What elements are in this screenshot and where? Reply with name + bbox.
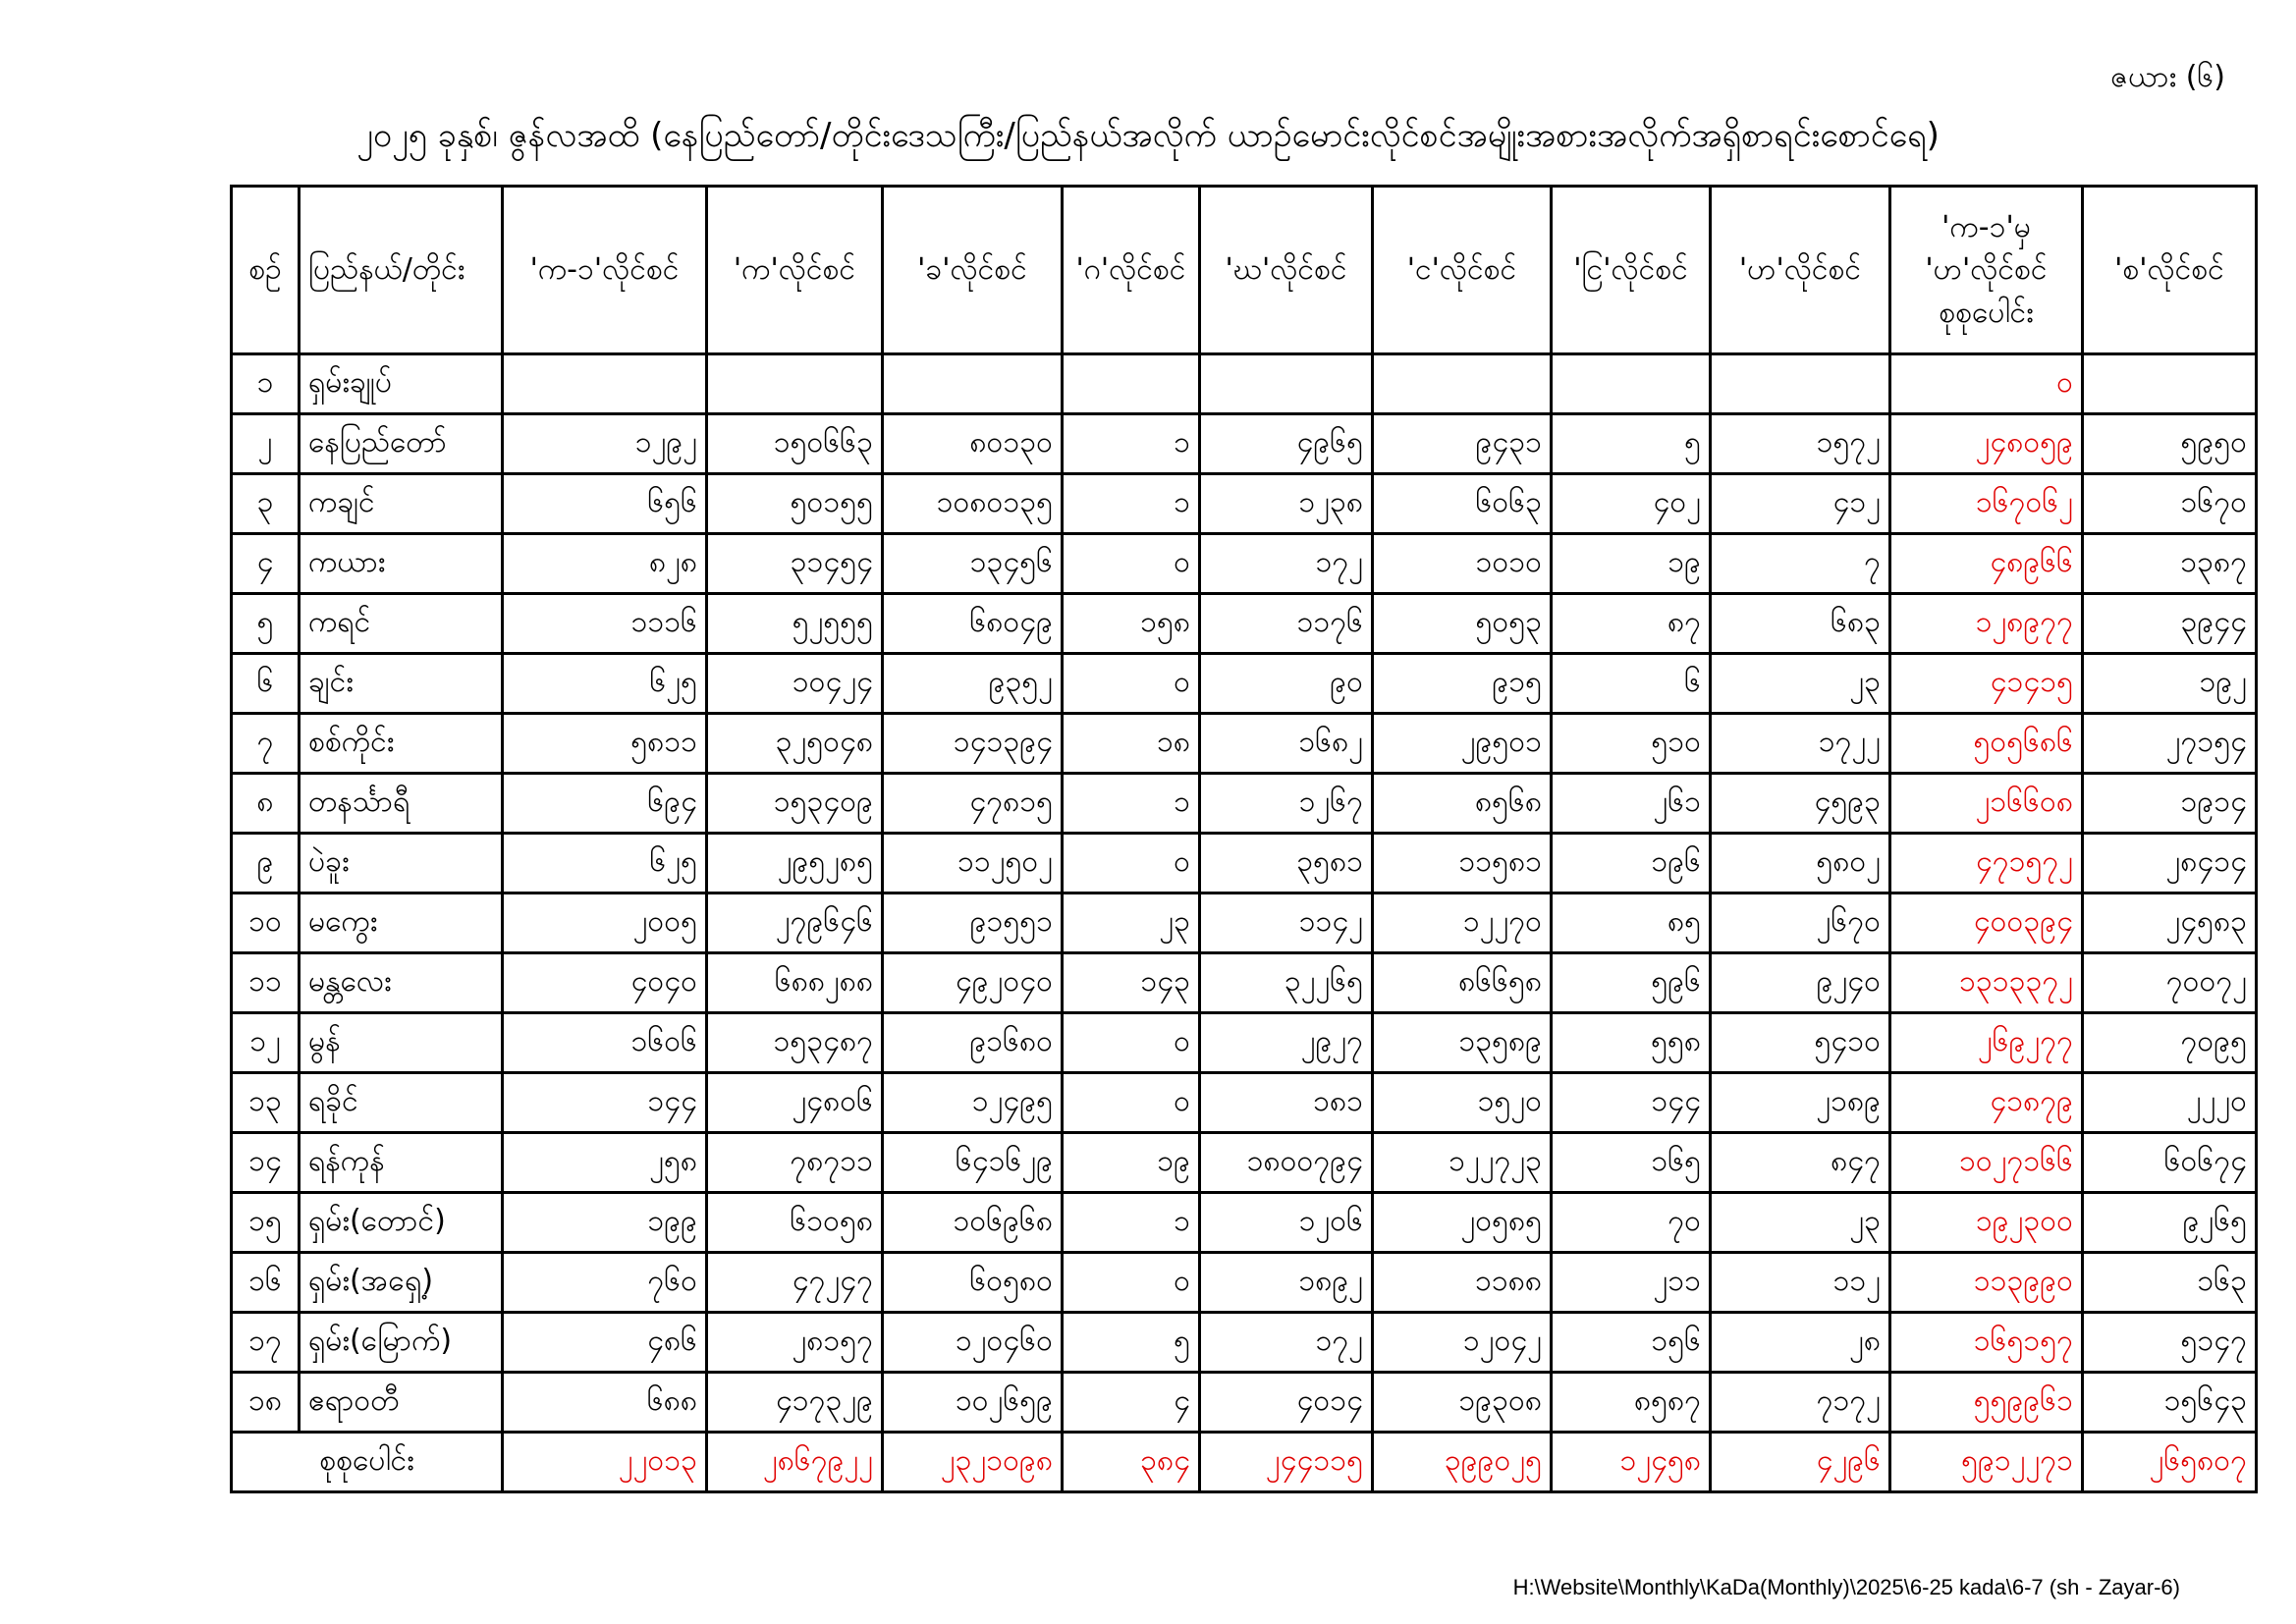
cell-ka1: ၆၈၈ — [503, 1373, 707, 1433]
total-sa: ၂၆၅၈၀၇ — [2083, 1433, 2257, 1492]
cell-gha: ၄၉၆၅ — [1200, 414, 1373, 474]
cell-ha: ၁၁၂ — [1711, 1253, 1890, 1313]
cell-sa: ၇၀၀၇၂ — [2083, 953, 2257, 1013]
cell-ga: ၀ — [1063, 1073, 1200, 1133]
cell-ga: ၁၉ — [1063, 1133, 1200, 1193]
cell-ka: ၂၇၉၆၄၆ — [707, 893, 883, 953]
cell-ka1: ၄၈၆ — [503, 1313, 707, 1373]
cell-total: ၅၀၅၆၈၆ — [1890, 714, 2083, 774]
cell-kha: ၄၇၈၁၅ — [883, 774, 1063, 834]
cell-total: ၄၁၄၁၅ — [1890, 654, 2083, 714]
cell-nga: ၁၁၈၈ — [1373, 1253, 1552, 1313]
cell-region: ပဲခူး — [300, 834, 503, 893]
cell-region: ဧရာဝတီ — [300, 1373, 503, 1433]
cell-ka1: ၂၅၈ — [503, 1133, 707, 1193]
cell-gha: ၁၂၃၈ — [1200, 474, 1373, 534]
cell-region: ရှမ်း(အရှေ့) — [300, 1253, 503, 1313]
cell-ka: ၂၄၈၀၆ — [707, 1073, 883, 1133]
cell-nga2 — [1552, 354, 1711, 414]
cell-sa: ၅၉၅၀ — [2083, 414, 2257, 474]
table-row — [232, 1193, 2257, 1253]
cell-nga: ၂၀၅၈၅ — [1373, 1193, 1552, 1253]
cell-ga: ၀ — [1063, 654, 1200, 714]
cell-ga: ၀ — [1063, 534, 1200, 594]
cell-ka1: ၈၂၈ — [503, 534, 707, 594]
cell-ga: ၀ — [1063, 1013, 1200, 1073]
cell-region: မွန် — [300, 1013, 503, 1073]
cell-ka: ၃၂၅၀၄၈ — [707, 714, 883, 774]
column-header-ha: 'ဟ'လိုင်စင် — [1711, 187, 1890, 354]
cell-region: ကရင် — [300, 594, 503, 654]
cell-ga: ၄ — [1063, 1373, 1200, 1433]
cell-sa: ၁၅၆၄၃ — [2083, 1373, 2257, 1433]
cell-gha: ၁၁၇၆ — [1200, 594, 1373, 654]
cell-ga: ၅ — [1063, 1313, 1200, 1373]
cell-total: ၁၁၃၉၉၀ — [1890, 1253, 2083, 1313]
cell-ka: ၅၀၁၅၅ — [707, 474, 883, 534]
table-header — [232, 187, 2257, 354]
cell-ka1: ၁၁၁၆ — [503, 594, 707, 654]
table-row — [232, 1313, 2257, 1373]
cell-total: ၂၆၉၂၇၇ — [1890, 1013, 2083, 1073]
cell-nga2: ၅၉၆ — [1552, 953, 1711, 1013]
cell-no: ၁၇ — [232, 1313, 300, 1373]
cell-no: ၆ — [232, 654, 300, 714]
cell-kha: ၉၁၅၅၁ — [883, 893, 1063, 953]
total-all: ၅၉၁၂၂၇၁ — [1890, 1433, 2083, 1492]
page-title: ၂၀၂၅ ခုနှစ်၊ ဇွန်လအထိ (နေပြည်တော်/တိုင်းဒေသကြီး/ပြည်နယ်အလိုက် ယာဉ်မောင်းလိုင်စင်အမျိုးအစားအလိုက်အရှိစာရင်းစောင်ရေ) — [356, 116, 1940, 155]
cell-ka1: ၁၆၀၆ — [503, 1013, 707, 1073]
cell-ka: ၁၅၀၆၆၃ — [707, 414, 883, 474]
cell-total: ၁၉၂၃၀၀ — [1890, 1193, 2083, 1253]
cell-gha — [1200, 354, 1373, 414]
cell-nga: ၁၁၅၈၁ — [1373, 834, 1552, 893]
cell-total: ၁၃၁၃၃၇၂ — [1890, 953, 2083, 1013]
cell-region: ရန်ကုန် — [300, 1133, 503, 1193]
table-row — [232, 654, 2257, 714]
cell-gha: ၁၇၂ — [1200, 1313, 1373, 1373]
cell-no: ၁၄ — [232, 1133, 300, 1193]
cell-nga: ၁၂၀၄၂ — [1373, 1313, 1552, 1373]
cell-ha: ၅၈၀၂ — [1711, 834, 1890, 893]
cell-sa: ၁၆၇၀ — [2083, 474, 2257, 534]
cell-ka: ၁၅၃၄၀၉ — [707, 774, 883, 834]
total-ka: ၂၈၆၇၉၂၂ — [707, 1433, 883, 1492]
cell-nga2: ၇၀ — [1552, 1193, 1711, 1253]
cell-nga2: ၈၅၈၇ — [1552, 1373, 1711, 1433]
cell-nga: ၁၉၃၀၈ — [1373, 1373, 1552, 1433]
table-row — [232, 714, 2257, 774]
cell-no: ၁၂ — [232, 1013, 300, 1073]
total-ga: ၃၈၄ — [1063, 1433, 1200, 1492]
cell-ka: ၂၉၅၂၈၅ — [707, 834, 883, 893]
cell-ka: ၂၈၁၅၇ — [707, 1313, 883, 1373]
table-row — [232, 414, 2257, 474]
cell-sa: ၁၃၈၇ — [2083, 534, 2257, 594]
cell-gha: ၁၁၄၂ — [1200, 893, 1373, 953]
cell-sa: ၂၇၁၅၄ — [2083, 714, 2257, 774]
license-statistics-table — [230, 185, 2258, 1493]
cell-gha: ၃၅၈၁ — [1200, 834, 1373, 893]
cell-sa: ၂၄၅၈၃ — [2083, 893, 2257, 953]
column-header-kha: 'ခ'လိုင်စင် — [883, 187, 1063, 354]
cell-nga: ၁၅၂၀ — [1373, 1073, 1552, 1133]
cell-sa: ၁၉၁၄ — [2083, 774, 2257, 834]
cell-sa: ၂၂၂၀ — [2083, 1073, 2257, 1133]
cell-nga2: ၁၉ — [1552, 534, 1711, 594]
cell-sa: ၅၁၄၇ — [2083, 1313, 2257, 1373]
cell-ka: ၄၇၂၄၇ — [707, 1253, 883, 1313]
table-row — [232, 1253, 2257, 1313]
cell-ha: ၂၈ — [1711, 1313, 1890, 1373]
cell-ga: ၀ — [1063, 1253, 1200, 1313]
column-header-nga: 'င'လိုင်စင် — [1373, 187, 1552, 354]
cell-region: ရခိုင် — [300, 1073, 503, 1133]
cell-region: ကချင် — [300, 474, 503, 534]
cell-region: ကယား — [300, 534, 503, 594]
cell-total: ၁၆၅၁၅၇ — [1890, 1313, 2083, 1373]
cell-ka1: ၆၂၅ — [503, 834, 707, 893]
cell-ka1: ၁၉၉ — [503, 1193, 707, 1253]
cell-total: ၄၁၈၇၉ — [1890, 1073, 2083, 1133]
cell-kha: ၆၀၅၈၀ — [883, 1253, 1063, 1313]
column-header-sa: 'စ'လိုင်စင် — [2083, 187, 2257, 354]
cell-kha: ၁၀၈၀၁၃၅ — [883, 474, 1063, 534]
cell-ha: ၂၃ — [1711, 654, 1890, 714]
table-row — [232, 893, 2257, 953]
cell-ga: ၂၃ — [1063, 893, 1200, 953]
total-kha: ၂၃၂၁၀၉၈ — [883, 1433, 1063, 1492]
cell-nga2: ၄၀၂ — [1552, 474, 1711, 534]
table-row — [232, 1133, 2257, 1193]
column-header-total: 'က-၁'မှ 'ဟ'လိုင်စင် စုစုပေါင်း — [1890, 187, 2083, 354]
cell-ga: ၁၅၈ — [1063, 594, 1200, 654]
total-gha: ၂၄၄၁၁၅ — [1200, 1433, 1373, 1492]
table-row — [232, 1073, 2257, 1133]
table-number-label: ဇယား (၆) — [2110, 60, 2225, 94]
cell-ha: ၂၃ — [1711, 1193, 1890, 1253]
cell-total: ၅၅၉၉၆၁ — [1890, 1373, 2083, 1433]
total-nga2: ၁၂၄၅၈ — [1552, 1433, 1711, 1492]
table-row — [232, 354, 2257, 414]
cell-ka: ၁၅၃၄၈၇ — [707, 1013, 883, 1073]
cell-ka1: ၂၀၀၅ — [503, 893, 707, 953]
cell-ga: ၀ — [1063, 834, 1200, 893]
cell-no: ၁၅ — [232, 1193, 300, 1253]
cell-nga: ၁၂၂၇၂၃ — [1373, 1133, 1552, 1193]
cell-total: ၁၆၇၀၆၂ — [1890, 474, 2083, 534]
cell-ka: ၃၁၄၅၄ — [707, 534, 883, 594]
cell-nga: ၁၀၁၀ — [1373, 534, 1552, 594]
cell-ga: ၁ — [1063, 1193, 1200, 1253]
cell-no: ၁၃ — [232, 1073, 300, 1133]
table-row — [232, 594, 2257, 654]
cell-gha: ၁၂၀၆ — [1200, 1193, 1373, 1253]
cell-sa: ၁၉၂ — [2083, 654, 2257, 714]
column-header-no: စဉ် — [232, 187, 300, 354]
cell-no: ၁၁ — [232, 953, 300, 1013]
cell-nga2: ၂၆၁ — [1552, 774, 1711, 834]
cell-ka1: ၇၆၀ — [503, 1253, 707, 1313]
cell-nga: ၂၉၅၀၁ — [1373, 714, 1552, 774]
table-row — [232, 474, 2257, 534]
cell-no: ၁၆ — [232, 1253, 300, 1313]
cell-ka: ၅၂၅၅၅ — [707, 594, 883, 654]
total-nga: ၃၉၉၀၂၅ — [1373, 1433, 1552, 1492]
cell-ka1: ၆၂၅ — [503, 654, 707, 714]
cell-ha: ၁၅၇၂ — [1711, 414, 1890, 474]
cell-nga2: ၁၅၆ — [1552, 1313, 1711, 1373]
cell-ka1: ၁၂၉၂ — [503, 414, 707, 474]
cell-ka1 — [503, 354, 707, 414]
cell-ka: ၁၀၄၂၄ — [707, 654, 883, 714]
cell-ha: ၅၄၁၀ — [1711, 1013, 1890, 1073]
cell-no: ၁၀ — [232, 893, 300, 953]
cell-gha: ၁၆၈၂ — [1200, 714, 1373, 774]
cell-kha: ၁၃၄၅၆ — [883, 534, 1063, 594]
table-footer — [232, 1433, 2257, 1492]
file-path-footer: H:\Website\Monthly\KaDa(Monthly)\2025\6-25 kada\6-7 (sh - Zayar-6) — [1512, 1575, 2180, 1599]
cell-gha: ၃၂၂၆၅ — [1200, 953, 1373, 1013]
cell-ha: ၂၁၈၉ — [1711, 1073, 1890, 1133]
cell-ka1: ၁၄၄ — [503, 1073, 707, 1133]
cell-ha: ၆၈၃ — [1711, 594, 1890, 654]
cell-nga: ၆၀၆၃ — [1373, 474, 1552, 534]
cell-ha — [1711, 354, 1890, 414]
column-header-gha: 'ဃ'လိုင်စင် — [1200, 187, 1373, 354]
cell-no: ၃ — [232, 474, 300, 534]
total-ka1: ၂၂၀၁၃ — [503, 1433, 707, 1492]
cell-total: ၄၀၀၃၉၄ — [1890, 893, 2083, 953]
cell-ga: ၁ — [1063, 414, 1200, 474]
total-ha: ၄၂၉၆ — [1711, 1433, 1890, 1492]
cell-kha: ၁၀၂၆၅၉ — [883, 1373, 1063, 1433]
cell-kha: ၈၀၁၃၀ — [883, 414, 1063, 474]
cell-region: တနင်္သာရီ — [300, 774, 503, 834]
cell-nga: ၈၆၆၅၈ — [1373, 953, 1552, 1013]
cell-gha: ၄၀၁၄ — [1200, 1373, 1373, 1433]
cell-region: မကွေး — [300, 893, 503, 953]
cell-sa: ၃၉၄၄ — [2083, 594, 2257, 654]
cell-ga — [1063, 354, 1200, 414]
cell-gha: ၁၇၂ — [1200, 534, 1373, 594]
cell-nga2: ၁၆၅ — [1552, 1133, 1711, 1193]
table-row — [232, 1373, 2257, 1433]
cell-nga2: ၂၁၁ — [1552, 1253, 1711, 1313]
cell-kha: ၁၁၂၅၀၂ — [883, 834, 1063, 893]
cell-total: ၀ — [1890, 354, 2083, 414]
cell-ga: ၁၄၃ — [1063, 953, 1200, 1013]
cell-ka1: ၄၀၄၀ — [503, 953, 707, 1013]
cell-ha: ၇ — [1711, 534, 1890, 594]
table-row — [232, 534, 2257, 594]
totals-label: စုစုပေါင်း — [232, 1433, 503, 1492]
cell-ha: ၉၂၄၀ — [1711, 953, 1890, 1013]
table-body — [232, 354, 2257, 1433]
cell-ha: ၄၁၂ — [1711, 474, 1890, 534]
cell-total: ၁၂၈၉၇၇ — [1890, 594, 2083, 654]
cell-total: ၂၁၆၆၀၈ — [1890, 774, 2083, 834]
cell-no: ၇ — [232, 714, 300, 774]
cell-kha: ၁၂၄၉၅ — [883, 1073, 1063, 1133]
cell-kha: ၆၄၁၆၂၉ — [883, 1133, 1063, 1193]
cell-kha: ၉၃၅၂ — [883, 654, 1063, 714]
table-row — [232, 953, 2257, 1013]
cell-sa: ၇၀၉၅ — [2083, 1013, 2257, 1073]
cell-no: ၉ — [232, 834, 300, 893]
cell-no: ၄ — [232, 534, 300, 594]
cell-nga — [1373, 354, 1552, 414]
cell-ha: ၁၇၂၂ — [1711, 714, 1890, 774]
cell-ka: ၇၈၇၁၁ — [707, 1133, 883, 1193]
cell-kha: ၄၉၂၀၄၀ — [883, 953, 1063, 1013]
column-header-ka: 'က'လိုင်စင် — [707, 187, 883, 354]
column-header-region: ပြည်နယ်/တိုင်း — [300, 187, 503, 354]
cell-gha: ၁၈၁ — [1200, 1073, 1373, 1133]
cell-gha: ၁၈၀၀၇၉၄ — [1200, 1133, 1373, 1193]
cell-region: နေပြည်တော် — [300, 414, 503, 474]
cell-total: ၂၄၈၀၅၉ — [1890, 414, 2083, 474]
cell-kha: ၉၁၆၈၀ — [883, 1013, 1063, 1073]
cell-nga: ၅၀၅၃ — [1373, 594, 1552, 654]
cell-nga2: ၈၇ — [1552, 594, 1711, 654]
cell-nga2: ၅ — [1552, 414, 1711, 474]
cell-ka: ၆၈၈၂၈၈ — [707, 953, 883, 1013]
cell-ka1: ၆၉၄ — [503, 774, 707, 834]
cell-sa — [2083, 354, 2257, 414]
cell-region: ရှမ်း(မြောက်) — [300, 1313, 503, 1373]
cell-nga: ၉၄၃၁ — [1373, 414, 1552, 474]
cell-nga2: ၅၅၈ — [1552, 1013, 1711, 1073]
cell-gha: ၂၉၂၇ — [1200, 1013, 1373, 1073]
cell-total: ၁၀၂၇၁၆၆ — [1890, 1133, 2083, 1193]
cell-kha: ၁၂၀၄၆၀ — [883, 1313, 1063, 1373]
cell-ga: ၁၈ — [1063, 714, 1200, 774]
cell-nga2: ၈၅ — [1552, 893, 1711, 953]
cell-ka: ၆၁၀၅၈ — [707, 1193, 883, 1253]
cell-region: မန္တလေး — [300, 953, 503, 1013]
cell-ga: ၁ — [1063, 774, 1200, 834]
cell-sa: ၁၆၃ — [2083, 1253, 2257, 1313]
cell-ha: ၂၆၇၀ — [1711, 893, 1890, 953]
cell-no: ၁၈ — [232, 1373, 300, 1433]
cell-kha: ၁၄၁၃၉၄ — [883, 714, 1063, 774]
cell-sa: ၉၂၆၅ — [2083, 1193, 2257, 1253]
table-row — [232, 1013, 2257, 1073]
table-row — [232, 774, 2257, 834]
cell-nga2: ၁၄၄ — [1552, 1073, 1711, 1133]
cell-ha: ၈၄၇ — [1711, 1133, 1890, 1193]
cell-nga2: ၅၁၀ — [1552, 714, 1711, 774]
cell-kha: ၆၈၀၄၉ — [883, 594, 1063, 654]
cell-region: စစ်ကိုင်း — [300, 714, 503, 774]
cell-nga: ၁၂၂၇၀ — [1373, 893, 1552, 953]
cell-total: ၄၇၁၅၇၂ — [1890, 834, 2083, 893]
cell-ga: ၁ — [1063, 474, 1200, 534]
cell-nga: ၈၅၆၈ — [1373, 774, 1552, 834]
cell-total: ၄၈၉၆၆ — [1890, 534, 2083, 594]
cell-ha: ၄၅၉၃ — [1711, 774, 1890, 834]
cell-gha: ၁၂၆၇ — [1200, 774, 1373, 834]
cell-region: ချင်း — [300, 654, 503, 714]
column-header-nga2: 'ငြ'လိုင်စင် — [1552, 187, 1711, 354]
cell-ka: ၄၁၇၃၂၉ — [707, 1373, 883, 1433]
cell-kha — [883, 354, 1063, 414]
cell-region: ရှမ်း(တောင်) — [300, 1193, 503, 1253]
cell-nga: ၁၃၅၈၉ — [1373, 1013, 1552, 1073]
cell-nga2: ၁၉၆ — [1552, 834, 1711, 893]
cell-no: ၁ — [232, 354, 300, 414]
cell-ka1: ၅၈၁၁ — [503, 714, 707, 774]
cell-ka — [707, 354, 883, 414]
cell-sa: ၂၈၄၁၄ — [2083, 834, 2257, 893]
cell-sa: ၆၀၆၇၄ — [2083, 1133, 2257, 1193]
column-header-ka1: 'က-၁'လိုင်စင် — [503, 187, 707, 354]
table-row — [232, 834, 2257, 893]
cell-ha: ၇၁၇၂ — [1711, 1373, 1890, 1433]
cell-nga: ၉၁၅ — [1373, 654, 1552, 714]
cell-region: ရှမ်းချုပ် — [300, 354, 503, 414]
cell-nga2: ၆ — [1552, 654, 1711, 714]
cell-no: ၅ — [232, 594, 300, 654]
cell-gha: ၉၀ — [1200, 654, 1373, 714]
cell-no: ၂ — [232, 414, 300, 474]
cell-kha: ၁၀၆၉၆၈ — [883, 1193, 1063, 1253]
cell-ka1: ၆၅၆ — [503, 474, 707, 534]
totals-row — [232, 1433, 2257, 1492]
cell-no: ၈ — [232, 774, 300, 834]
column-header-ga: 'ဂ'လိုင်စင် — [1063, 187, 1200, 354]
cell-gha: ၁၈၉၂ — [1200, 1253, 1373, 1313]
